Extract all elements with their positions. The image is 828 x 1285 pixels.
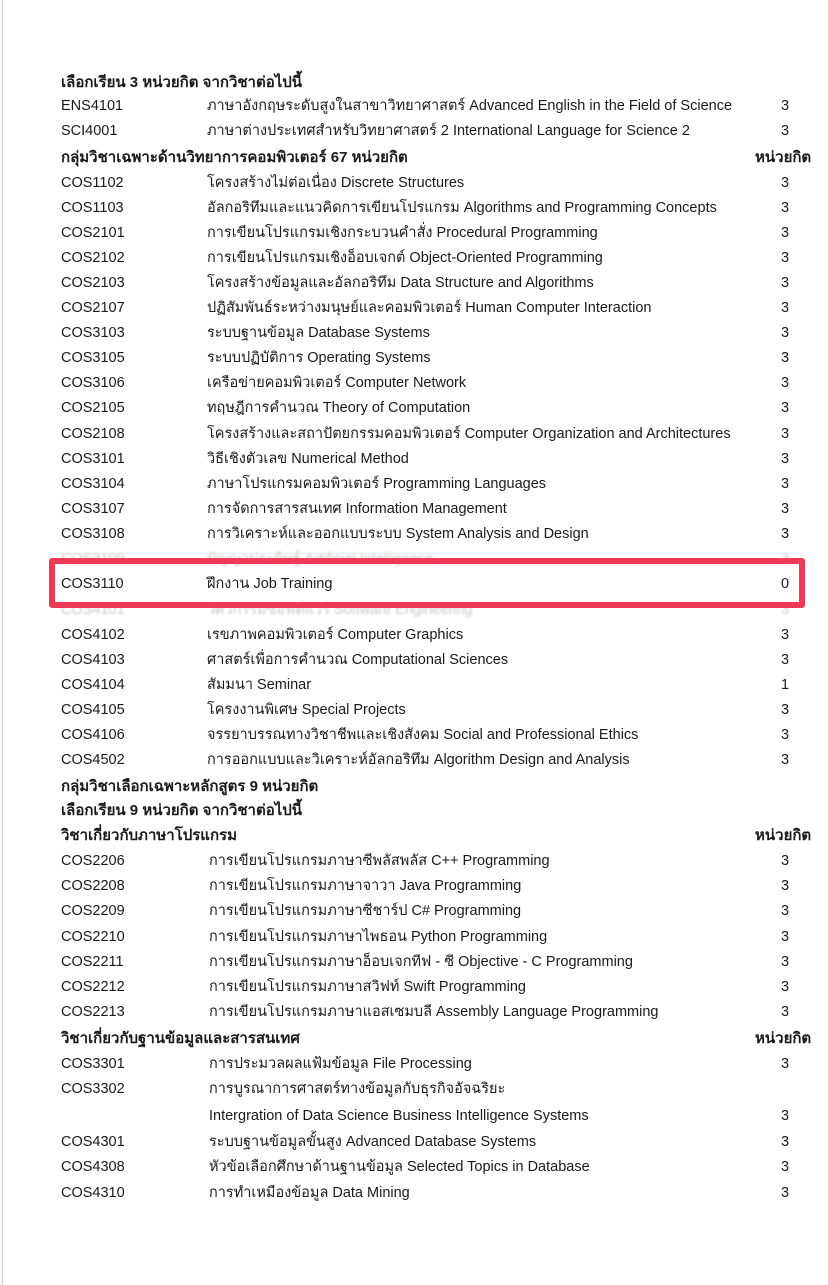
course-credit: 3 (780, 123, 790, 139)
course-code: COS2210 (61, 929, 125, 945)
course-code: ENS4101 (61, 98, 124, 114)
course-row (3, 196, 828, 221)
section-heading (3, 145, 828, 170)
course-row (3, 1104, 828, 1129)
course-code: COS4104 (61, 677, 125, 693)
course-code: COS3108 (61, 526, 125, 542)
course-title: ทฤษฎีการคำนวณ Theory of Computation (207, 400, 471, 416)
course-title: การเขียนโปรแกรมภาษาจาวา Java Programming (209, 878, 522, 894)
course-title: อัลกอริทึมและแนวคิดการเขียนโปรแกรม Algorithms and Programming Concepts (207, 200, 717, 216)
course-credit: 3 (780, 225, 790, 241)
course-credit: 3 (780, 1185, 790, 1201)
course-code: COS3107 (61, 501, 125, 517)
course-credit: 3 (780, 727, 790, 743)
course-row (3, 522, 828, 547)
course-title: การวิเคราะห์และออกแบบระบบ System Analysis and Design (207, 526, 589, 542)
course-title: ภาษาโปรแกรมคอมพิวเตอร์ Programming Languages (207, 476, 547, 492)
course-code: COS2208 (61, 878, 125, 894)
course-title: การออกแบบและวิเคราะห์อัลกอริทึม Algorithm Design and Analysis (207, 752, 630, 768)
course-credit: 3 (780, 702, 790, 718)
course-code: COS2209 (61, 903, 125, 919)
course-credit: 3 (780, 929, 790, 945)
course-row (3, 296, 828, 321)
section-heading (3, 823, 828, 848)
course-code: COS2102 (61, 250, 125, 266)
course-row (3, 899, 828, 924)
course-row (3, 1181, 828, 1206)
document-page (2, 0, 828, 1285)
course-credit: 3 (780, 752, 790, 768)
section-heading (3, 1026, 828, 1051)
course-row (3, 221, 828, 246)
section-heading (3, 70, 828, 95)
course-row (3, 1000, 828, 1025)
course-row (3, 271, 828, 296)
course-row (3, 171, 828, 196)
course-row (3, 874, 828, 899)
course-title: ระบบปฏิบัติการ Operating Systems (207, 350, 431, 366)
course-title: การบูรณาการศาสตร์ทางข้อมูลกับธุรกิจอัจฉริยะ (209, 1081, 506, 1097)
course-credit: 3 (780, 98, 790, 114)
course-title: การเขียนโปรแกรมภาษาซีพลัสพลัส C++ Programming (209, 853, 550, 869)
course-code: COS3302 (61, 1081, 125, 1097)
course-title: Intergration of Data Science Business Intelligence Systems (209, 1108, 589, 1124)
course-title: การเขียนโปรแกรมภาษาแอสเซมบลี Assembly Language Programming (209, 1004, 659, 1020)
course-code: COS3106 (61, 375, 125, 391)
course-title: ศาสตร์เพื่อการคำนวณ Computational Sciences (207, 652, 509, 668)
highlight-box (49, 558, 805, 608)
credit-column-header: หน่วยกิต (755, 1030, 812, 1047)
course-title: เรขภาพคอมพิวเตอร์ Computer Graphics (207, 627, 464, 643)
course-credit: 3 (780, 451, 790, 467)
course-title: การจัดการสารสนเทศ Information Management (207, 501, 507, 517)
course-code: COS4308 (61, 1159, 125, 1175)
course-title: ภาษาอังกฤษระดับสูงในสาขาวิทยาศาสตร์ Advanced English in the Field of Science (207, 98, 733, 114)
course-title: ระบบฐานข้อมูลขั้นสูง Advanced Database Systems (209, 1134, 537, 1150)
course-code: COS3103 (61, 325, 125, 341)
course-credit: 3 (780, 652, 790, 668)
course-code: COS4105 (61, 702, 125, 718)
course-credit: 3 (780, 1004, 790, 1020)
course-title: การประมวลผลแฟ้มข้อมูล File Processing (209, 1056, 472, 1072)
course-row (3, 623, 828, 648)
obscured-row-below: COS4101 วิศวกรรมซอฟต์แวร์ Software Engineering 3 (61, 602, 790, 618)
section-heading-text: เลือกเรียน 9 หน่วยกิต จากวิชาต่อไปนี้ (61, 802, 303, 819)
course-code: COS4106 (61, 727, 125, 743)
section-heading-text: วิชาเกี่ยวกับภาษาโปรแกรม (61, 827, 238, 844)
course-code: COS2108 (61, 426, 125, 442)
course-credit: 3 (780, 175, 790, 191)
course-row (3, 321, 828, 346)
course-row (3, 1155, 828, 1180)
course-row (3, 1077, 828, 1102)
course-credit: 3 (780, 275, 790, 291)
course-code: COS3301 (61, 1056, 125, 1072)
course-code: COS3110 (61, 576, 124, 592)
course-code: SCI4001 (61, 123, 118, 139)
course-row (3, 346, 828, 371)
course-credit: 3 (780, 375, 790, 391)
course-credit: 3 (780, 853, 790, 869)
course-code: COS4502 (61, 752, 125, 768)
course-code: COS1102 (61, 175, 124, 191)
course-row (3, 698, 828, 723)
course-row (3, 497, 828, 522)
course-credit: 3 (780, 526, 790, 542)
course-code: COS1103 (61, 200, 124, 216)
course-row (3, 849, 828, 874)
course-title: การเขียนโปรแกรมภาษาอ็อบเจกทีฟ - ซี Objective - C Programming (209, 954, 633, 970)
course-title: โครงงานพิเศษ Special Projects (207, 702, 406, 718)
credit-column-header: หน่วยกิต (755, 827, 812, 844)
course-row (3, 673, 828, 698)
course-credit: 1 (780, 677, 790, 693)
course-code: COS4103 (61, 652, 125, 668)
course-credit: 3 (780, 200, 790, 216)
course-code: COS2103 (61, 275, 125, 291)
course-title: วิธีเชิงตัวเลข Numerical Method (207, 451, 409, 467)
course-code: COS4310 (61, 1185, 125, 1201)
course-credit: 3 (780, 501, 790, 517)
course-title: การเขียนโปรแกรมภาษาไพธอน Python Programming (209, 929, 548, 945)
course-row (3, 246, 828, 271)
course-credit: 3 (780, 979, 790, 995)
course-credit: 3 (780, 250, 790, 266)
course-code: COS4102 (61, 627, 125, 643)
course-row (3, 648, 828, 673)
course-title: สัมมนา Seminar (207, 677, 312, 693)
section-heading (3, 774, 828, 799)
obscured-row-above: COS3109 ปัญญาประดิษฐ์ Artificial Intelligence 3 (61, 551, 790, 567)
course-title: การทำเหมืองข้อมูล Data Mining (209, 1185, 410, 1201)
course-row (3, 422, 828, 447)
course-code: COS3105 (61, 350, 125, 366)
course-credit: 3 (780, 1056, 790, 1072)
section-heading-text: วิชาเกี่ยวกับฐานข้อมูลและสารสนเทศ (61, 1030, 300, 1047)
course-row (3, 396, 828, 421)
course-credit: 3 (780, 903, 790, 919)
course-credit: 3 (780, 300, 790, 316)
course-title: ภาษาต่างประเทศสำหรับวิทยาศาสตร์ 2 International Language for Science 2 (207, 123, 690, 139)
course-row (3, 925, 828, 950)
course-title: ระบบฐานข้อมูล Database Systems (207, 325, 430, 341)
course-title: โครงสร้างและสถาปัตยกรรมคอมพิวเตอร์ Computer Organization and Architectures (207, 426, 731, 442)
course-row (3, 371, 828, 396)
course-row (3, 1052, 828, 1077)
course-title: โครงสร้างไม่ต่อเนื่อง Discrete Structures (207, 175, 465, 191)
course-code: COS2105 (61, 400, 125, 416)
course-row (3, 975, 828, 1000)
course-title: ปฏิสัมพันธ์ระหว่างมนุษย์และคอมพิวเตอร์ Human Computer Interaction (207, 300, 652, 316)
course-credit: 3 (780, 426, 790, 442)
course-code: COS2211 (61, 954, 124, 970)
course-title: เครือข่ายคอมพิวเตอร์ Computer Network (207, 375, 467, 391)
course-title: การเขียนโปรแกรมเชิงกระบวนคำสั่ง Procedural Programming (207, 225, 598, 241)
section-heading (3, 798, 828, 823)
section-heading-text: เลือกเรียน 3 หน่วยกิต จากวิชาต่อไปนี้ (61, 74, 303, 91)
course-credit: 3 (780, 954, 790, 970)
course-title: จรรยาบรรณทางวิชาชีพและเชิงสังคม Social and Professional Ethics (207, 727, 639, 743)
course-row (3, 472, 828, 497)
course-code: COS2213 (61, 1004, 125, 1020)
course-title: หัวข้อเลือกศึกษาด้านฐานข้อมูล Selected Topics in Database (209, 1159, 590, 1175)
course-code: COS2101 (61, 225, 125, 241)
course-code: COS4301 (61, 1134, 125, 1150)
course-credit: 3 (780, 1159, 790, 1175)
course-row (3, 447, 828, 472)
section-heading-text: กลุ่มวิชาเฉพาะด้านวิทยาการคอมพิวเตอร์ 67 หน่วยกิต (61, 149, 408, 166)
course-credit: 3 (780, 350, 790, 366)
course-credit: 3 (780, 400, 790, 416)
course-title: การเขียนโปรแกรมภาษาซีชาร์ป C# Programming (209, 903, 522, 919)
course-row (3, 748, 828, 773)
course-credit: 3 (780, 878, 790, 894)
course-credit: 3 (780, 1134, 790, 1150)
course-title: โครงสร้างข้อมูลและอัลกอริทึม Data Structure and Algorithms (207, 275, 594, 291)
course-credit: 3 (780, 325, 790, 341)
course-code: COS2212 (61, 979, 125, 995)
course-title: ฝึกงาน Job Training (207, 576, 333, 592)
course-credit: 0 (780, 576, 790, 592)
course-row (3, 723, 828, 748)
course-row (3, 1130, 828, 1155)
course-code: COS2206 (61, 853, 125, 869)
course-credit: 3 (780, 627, 790, 643)
course-row (3, 119, 828, 144)
course-code: COS2107 (61, 300, 125, 316)
course-credit: 3 (780, 476, 790, 492)
course-credit: 3 (780, 1108, 790, 1124)
course-code: COS3104 (61, 476, 125, 492)
course-row (3, 950, 828, 975)
course-code: COS3101 (61, 451, 125, 467)
credit-column-header: หน่วยกิต (755, 149, 812, 166)
course-title: การเขียนโปรแกรมเชิงอ็อบเจกต์ Object-Oriented Programming (207, 250, 603, 266)
section-heading-text: กลุ่มวิชาเลือกเฉพาะหลักสูตร 9 หน่วยกิต (61, 778, 319, 795)
course-row (3, 94, 828, 119)
course-title: การเขียนโปรแกรมภาษาสวิฟท์ Swift Programming (209, 979, 526, 995)
